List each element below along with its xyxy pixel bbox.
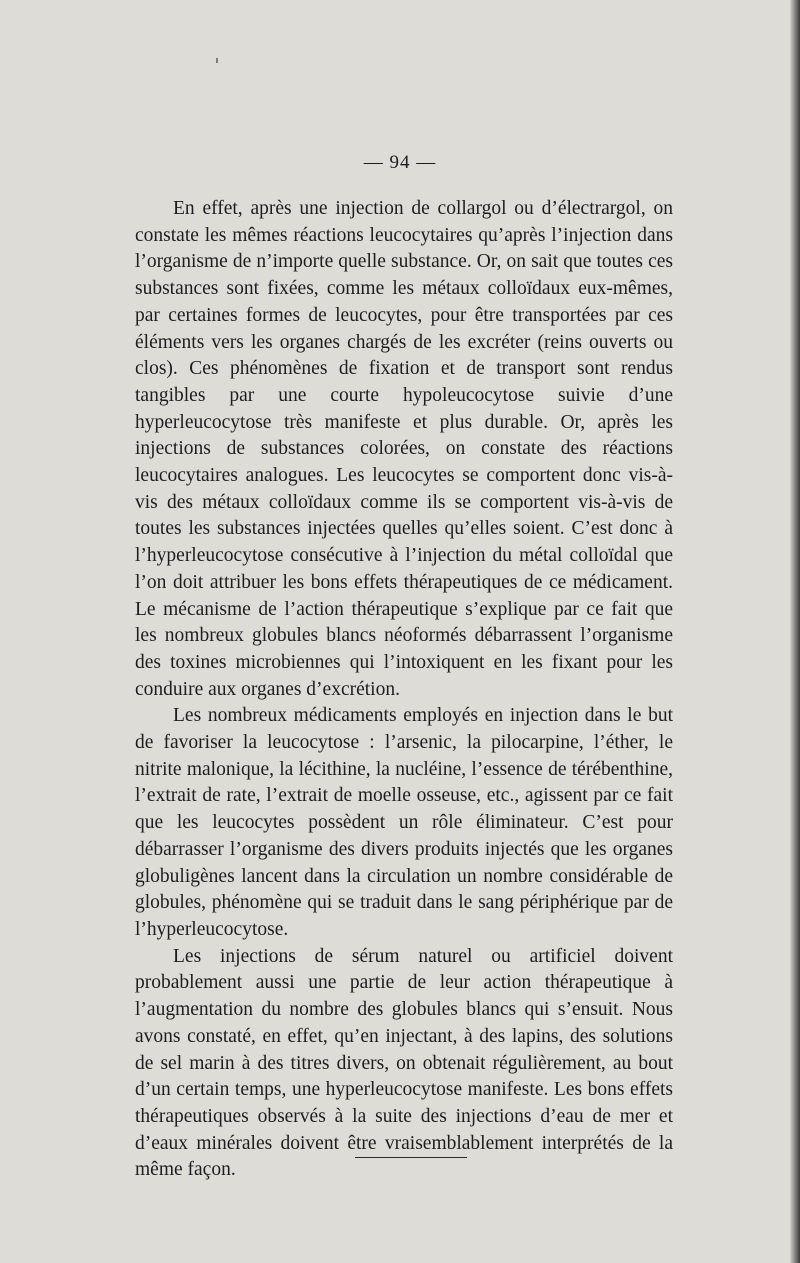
- page-edge-shadow: [790, 0, 800, 1263]
- paragraph-2: Les nombreux médicaments employés en injection dans le but de favoriser la leucocytose : l’arsenic, la pilocarpine, l’éther, le nitrite malonique, la lécithine, la nucléine, l’essence de térébenthine, l’extrait de rate, l’extrait de moelle osseuse, etc., agissent par ce fait que les leucocytes possèdent un rôle éliminateur. C’est pour débarrasser l’organisme des divers produits injectés que les organes globuligènes lancent dans la circulation un nombre considérable de globules, phénomène qui se traduit dans le sang périphérique par de l’hyperleucocytose.: [135, 705, 673, 940]
- section-end-rule: [355, 1157, 467, 1158]
- paragraph-3: Les injections de sérum naturel ou artificiel doivent probablement aussi une partie de leur action thérapeutique à l’augmentation du nombre des globules blancs qui s’ensuit. Nous avons constaté, en effet, qu’en injectant, à des lapins, des solutions de sel marin à des titres divers, on obtenait régulièrement, au bout d’un certain temps, une hyperleucocytose manifeste. Les bons effets thérapeutiques observés à la suite des injections d’eau de mer et d’eaux minérales doivent être vraisemblablement interprétés de la même façon.: [135, 945, 673, 1181]
- page-number: — 94 —: [363, 152, 437, 173]
- body-text: [135, 196, 673, 1184]
- paper-speck: [216, 58, 218, 63]
- paragraph-1: En effet, après une injection de collargol ou d’électrargol, on constate les mêmes réactions leucocytaires qu’après l’injection dans l’organisme de n’importe quelle substance. Or, on sait que toutes ces substances sont fixées, comme les métaux colloïdaux eux-mêmes, par certaines formes de leucocytes, pour être transportées par ces éléments vers les organes chargés de les excréter (reins ouverts ou clos). Ces phénomènes de fixation et de transport sont rendus tangibles par une courte hypoleucocytose suivie d’une hyperleucocytose très manifeste et plus durable. Or, après les injections de substances colorées, on constate des réactions leucocytaires analogues. Les leucocytes se comportent donc vis-à-vis des métaux colloïdaux comme ils se comportent vis-à-vis de toutes les substances injectées quelles qu’elles soient. C’est donc à l’hyperleucocytose consécutive à l’injection du métal colloïdal que l’on doit attribuer les bons effets thérapeutiques de ce médicament. Le mécanisme de l’action thérapeutique s’explique par ce fait que les nombreux globules blancs néoformés débarrassent l’organisme des toxines microbiennes qui l’intoxiquent en les fixant pour les conduire aux organes d’excrétion.: [135, 198, 673, 700]
